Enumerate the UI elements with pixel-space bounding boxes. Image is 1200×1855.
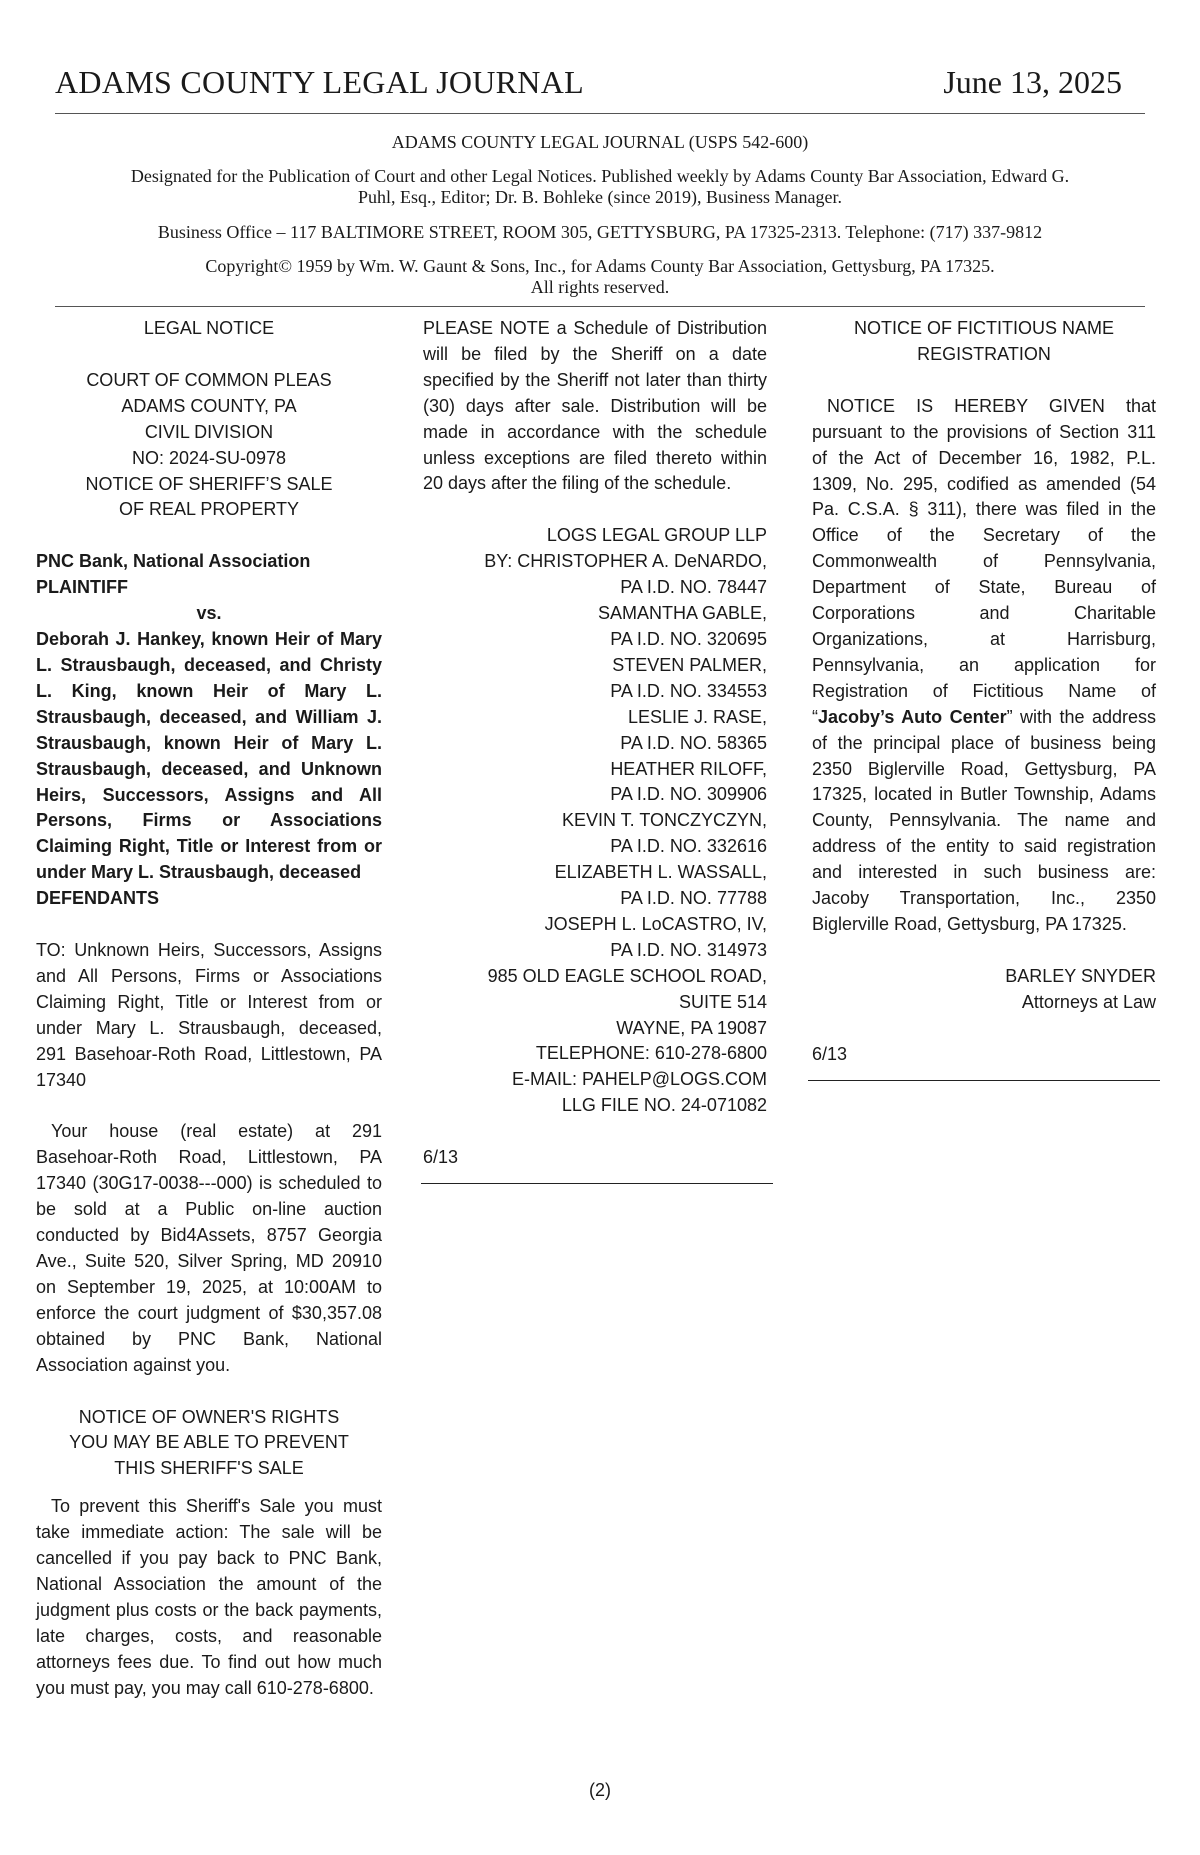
attorney-signature-block (423, 523, 767, 1119)
business-name: Jacoby’s Auto Center (818, 706, 1007, 727)
signature-line: ELIZABETH L. WASSALL, (554, 862, 767, 883)
plaintiff-name: PNC Bank, National Association (36, 551, 311, 572)
law-firm-subtitle: Attorneys at Law (1021, 991, 1156, 1012)
notice-end-rule (421, 1183, 773, 1184)
signature-line: WAYNE, PA 19087 (616, 1017, 767, 1038)
owners-rights-heading: NOTICE OF OWNER'S RIGHTS (78, 1406, 340, 1427)
publication-date-code: 6/13 (423, 1147, 459, 1168)
signature-line: BY: CHRISTOPHER A. DeNARDO, (484, 551, 767, 572)
notice-addressee: TO: Unknown Heirs, Successors, Assigns and All Persons, Firms or Associations Claiming Right, Title or Interest from or under Mary L. Strausbaugh, deceased, 291 Basehoar-Roth Road, Littlestown, PA 17340 (36, 940, 382, 1090)
fictitious-name-body-end: ” with the address of the principal place of business being 2350 Biglerville Road, Gettysburg, PA 17325, located in Butler Township, Adams County, Pennsylvania. The name and address of the entity to said registration and interested in such business are: Jacoby Transportation, Inc., 2350 Biglerville Road, Gettysburg, PA 17325. (812, 706, 1156, 934)
column-right (812, 316, 1156, 1081)
legal-notice-heading: LEGAL NOTICE (143, 318, 275, 338)
masthead-copyright-line-1: Copyright© 1959 by Wm. W. Gaunt & Sons, Inc., for Adams County Bar Association, Gettysburg, PA 17325. (205, 256, 995, 276)
signature-line: STEVEN PALMER, (612, 654, 767, 675)
fictitious-name-heading: NOTICE OF FICTITIOUS NAME (854, 318, 1114, 338)
publication-date-code: 6/13 (812, 1043, 848, 1064)
signature-line: LESLIE J. RASE, (627, 706, 767, 727)
masthead-usps: ADAMS COUNTY LEGAL JOURNAL (USPS 542-600) (391, 132, 809, 152)
court-line: OF REAL PROPERTY (118, 499, 300, 520)
signature-line: HEATHER RILOFF, (610, 758, 767, 779)
court-line: COURT OF COMMON PLEAS (86, 369, 332, 390)
owners-rights-heading: THIS SHERIFF'S SALE (114, 1458, 304, 1479)
masthead-rule (55, 306, 1145, 307)
signature-line: PA I.D. NO. 58365 (620, 732, 767, 753)
page-number: (2) (589, 1780, 611, 1800)
masthead-designation-line-1: Designated for the Publication of Court and other Legal Notices. Published weekly by Adams County Bar Association, Edward G. (130, 166, 1070, 186)
notice-end-rule (808, 1080, 1160, 1081)
signature-line: PA I.D. NO. 309906 (610, 784, 767, 805)
column-left (36, 316, 382, 1702)
signature-line: LOGS LEGAL GROUP LLP (546, 525, 767, 546)
defendants-label: DEFENDANTS (36, 888, 160, 909)
journal-title: ADAMS COUNTY LEGAL JOURNAL (55, 64, 584, 100)
signature-line: E-MAIL: PAHELP@LOGS.COM (512, 1069, 767, 1090)
signature-line: TELEPHONE: 610-278-6800 (535, 1043, 767, 1064)
fictitious-name-body-start: NOTICE IS HEREBY GIVEN that pursuant to the provisions of Section 311 of the Act of December 16, 1982, P.L. 1309, No. 295, codified as amended (54 Pa. C.S.A. § 311), there was filed in the Office of the Secretary of the Commonwealth of Pennsylvania, Department of State, Bureau of Corporations and Charitable Organizations, at Harrisburg, Pennsylvania, an application for Registration of Fictitious Name of “ (812, 395, 1156, 727)
distribution-note: PLEASE NOTE a Schedule of Distribution will be filed by the Sheriff on a date specified by the Sheriff not later than thirty (30) days after sale. Distribution will be made in accordance with the schedule unless exceptions are filed thereto within 20 days after the filing of the schedule. (423, 318, 767, 494)
masthead-copyright (110, 256, 1090, 298)
signature-line: KEVIN T. TONCZYCZYN, (561, 810, 767, 831)
masthead-business-office: Business Office – 117 BALTIMORE STREET, ROOM 305, GETTYSBURG, PA 17325-2313. Telephone: (717) 337-9812 (157, 222, 1043, 242)
header-rule (55, 113, 1145, 114)
signature-line: LLG FILE NO. 24-071082 (561, 1095, 767, 1116)
signature-line: SAMANTHA GABLE, (597, 603, 767, 624)
notice-body: Your house (real estate) at 291 Basehoar-Roth Road, Littlestown, PA 17340 (30G17-0038---000) is scheduled to be sold at a Public on-line auction conducted by Bid4Assets, 8757 Georgia Ave., Suite 520, Silver Spring, MD 20910 on September 19, 2025, at 10:00AM to enforce the court judgment of $30,357.08 obtained by PNC Bank, National Association against you. (36, 1121, 382, 1375)
owners-rights-body: To prevent this Sheriff's Sale you must take immediate action: The sale will be cancelled if you pay back to PNC Bank, National Association the amount of the judgment plus costs or the back payments, late charges, costs, and reasonable attorneys fees due. To find out how much you must pay, you may call 610-278-6800. (36, 1496, 382, 1698)
masthead-designation (110, 166, 1090, 208)
plaintiff-label: PLAINTIFF (36, 577, 128, 598)
signature-line: 985 OLD EAGLE SCHOOL ROAD, (487, 965, 767, 986)
defendants-names: Deborah J. Hankey, known Heir of Mary L. Strausbaugh, deceased, and Christy L. King, known Heir of Mary L. Strausbaugh, deceased, and William J. Strausbaugh, known Heir of Mary L. Strausbaugh, deceased, and Unknown Heirs, Successors, Assigns and All Persons, Firms or Associations Claiming Right, Title or Interest from or under Mary L. Strausbaugh, deceased (36, 629, 382, 883)
versus: vs. (196, 603, 222, 624)
signature-line: JOSEPH L. LoCASTRO, IV, (544, 913, 767, 934)
case-number: NO: 2024-SU-0978 (131, 447, 287, 468)
signature-line: PA I.D. NO. 77788 (620, 888, 767, 909)
signature-line: SUITE 514 (678, 991, 767, 1012)
court-line: ADAMS COUNTY, PA (121, 395, 297, 416)
signature-line: PA I.D. NO. 314973 (610, 939, 767, 960)
masthead-copyright-line-2: All rights reserved. (530, 277, 670, 297)
law-firm-name: BARLEY SNYDER (1005, 965, 1156, 986)
court-line: CIVIL DIVISION (144, 421, 274, 442)
issue-date: June 13, 2025 (943, 64, 1122, 100)
signature-line: PA I.D. NO. 78447 (620, 577, 767, 598)
fictitious-name-body (812, 394, 1156, 938)
signature-line: PA I.D. NO. 332616 (610, 836, 767, 857)
court-line: NOTICE OF SHERIFF’S SALE (85, 473, 333, 494)
signature-line: PA I.D. NO. 320695 (610, 628, 767, 649)
fictitious-name-heading: REGISTRATION (917, 343, 1051, 364)
signature-line: PA I.D. NO. 334553 (610, 680, 767, 701)
masthead-designation-line-2: Puhl, Esq., Editor; Dr. B. Bohleke (since 2019), Business Manager. (358, 187, 842, 207)
owners-rights-heading: YOU MAY BE ABLE TO PREVENT (69, 1432, 349, 1453)
column-middle (423, 316, 767, 1184)
